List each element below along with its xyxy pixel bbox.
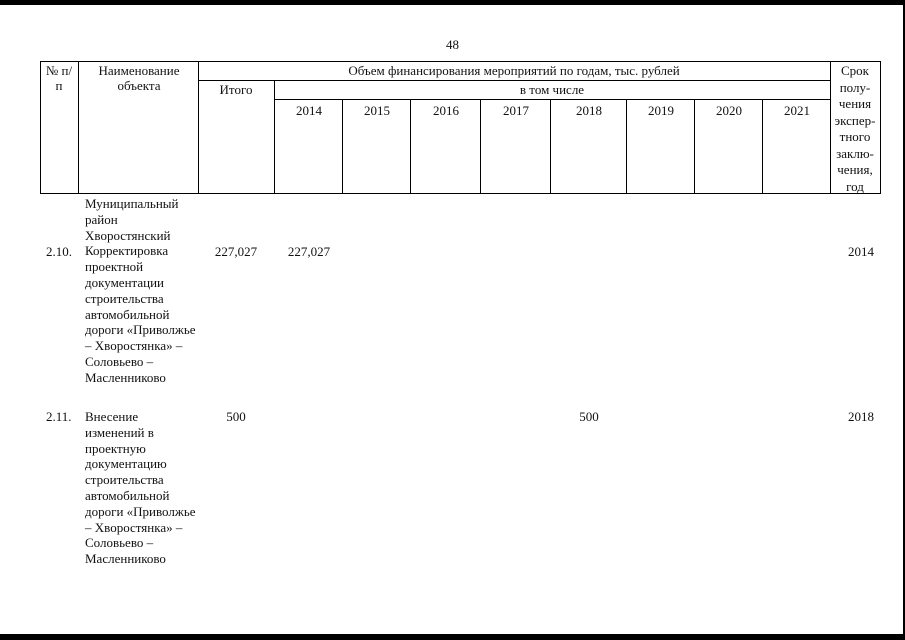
header-year-2018: 2018: [576, 103, 602, 118]
row-2-11-value-2018: 500: [579, 409, 599, 424]
page-number: 48: [446, 37, 459, 52]
header-funding-volume: Объем финансирования мероприятий по годам, тыс. рублей: [348, 63, 680, 78]
row-2-10-number: 2.10.: [46, 244, 72, 259]
row-2-11-deadline: 2018: [848, 409, 874, 424]
row-2-10-object-name: Муниципальный район Хворостянский Корректировка проектной документации строительства автомобильной дороги «Приволжье – Хворостянка» – Соловьево – Масленниково: [85, 196, 196, 385]
header-year-2017: 2017: [503, 103, 529, 118]
header-year-2021: 2021: [784, 103, 810, 118]
header-total: Итого: [219, 82, 253, 97]
header-year-2019: 2019: [648, 103, 674, 118]
header-number: № п/п: [45, 63, 73, 93]
header-object-name: Наименование объекта: [98, 63, 180, 93]
header-including: в том числе: [519, 82, 585, 97]
header-year-2014: 2014: [296, 103, 322, 118]
row-2-10-value-2014: 227,027: [287, 244, 331, 259]
row-2-10-deadline: 2014: [848, 244, 874, 259]
scan-edge-bottom: [0, 634, 905, 640]
header-year-2015: 2015: [364, 103, 390, 118]
row-2-11-number: 2.11.: [46, 409, 72, 424]
header-year-2016: 2016: [433, 103, 459, 118]
header-year-2020: 2020: [716, 103, 742, 118]
scan-edge-top: [0, 0, 905, 5]
row-2-11-total: 500: [226, 409, 246, 424]
header-deadline: Срок полу-чения экспер-тного заклю-чения, год: [834, 63, 876, 194]
row-2-11-object-name: Внесение изменений в проектную документацию строительства автомобильной дороги «Приволжье – Хворостянка» – Соловьево – Масленниково: [85, 409, 196, 567]
row-2-10-total: 227,027: [214, 244, 258, 259]
